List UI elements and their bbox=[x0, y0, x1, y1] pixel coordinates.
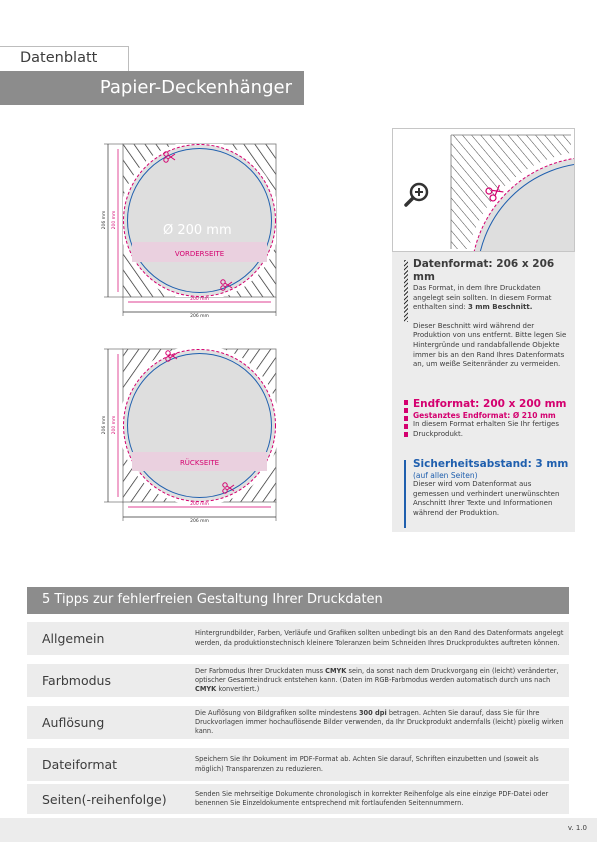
header-title-bar bbox=[0, 71, 304, 105]
page-title: Papier-Deckenhänger bbox=[99, 77, 292, 98]
tips-heading: 5 Tipps zur fehlerfreien Gestaltung Ihrer Druckdaten bbox=[42, 592, 383, 607]
endformat-title: Endformat: 200 x 200 mm bbox=[413, 398, 567, 410]
tip-text: Die Auflösung von Bildgrafiken sollte mindestens 300 dpi betragen. Achten Sie darauf, dass Sie für Ihre Druckvorlagen immer hochauflösende Bilder verwenden, da Ihr Druckprodukt andernfalls (leicht) pixelig wirken kann. bbox=[195, 708, 564, 736]
version-label: v. 1.0 bbox=[567, 824, 587, 832]
tip-text: Der Farbmodus Ihrer Druckdaten muss CMYK sein, da sonst nach dem Druckvorgang ein (leicht) veränderter, optischer Gesamteindruck entstehen kann. (Daten im RGB-Farbmodus werden automatisch durch uns nach CMYK konvertiert.) bbox=[195, 666, 559, 694]
sicherheit-body: Dieser wird vom Datenformat aus gemessen und verhindert unerwünschten Anschnitt Ihrer Texte und Informationen während der Produktion. bbox=[413, 480, 560, 517]
svg-text:206 mm: 206 mm bbox=[102, 415, 107, 435]
tip-label: Allgemein bbox=[42, 631, 105, 646]
endformat-body: In diesem Format erhalten Sie Ihr fertiges Druckprodukt. bbox=[413, 420, 560, 438]
svg-text:206 mm: 206 mm bbox=[102, 210, 107, 230]
dimension-vertical-inner bbox=[111, 149, 118, 292]
tip-row bbox=[27, 706, 569, 739]
datenformat-title: Datenformat: 206 x 206 mm bbox=[413, 258, 555, 283]
cut-marker bbox=[404, 400, 408, 440]
dimension-vertical-inner bbox=[111, 354, 118, 497]
magnifier-plus-icon bbox=[406, 184, 427, 205]
diagram-back bbox=[92, 337, 292, 527]
footer-bar bbox=[0, 818, 597, 842]
header-tab bbox=[0, 46, 129, 71]
tip-label: Seiten(-reihenfolge) bbox=[42, 791, 167, 807]
svg-text:200 mm: 200 mm bbox=[112, 415, 117, 435]
section-endformat bbox=[404, 398, 569, 439]
tips-heading-bar bbox=[27, 587, 569, 614]
tip-text: Hintergrundbilder, Farben, Verläufe und Grafiken sollten unbedingt bis an den Rand des Datenformats angelegt werden, da produktionstechnisch kleinere Toleranzen beim Schneiden Ihres Druckproduktes auftreten können. bbox=[195, 629, 564, 647]
svg-text:206 mm: 206 mm bbox=[190, 519, 209, 524]
diameter-label: Ø 200 mm bbox=[163, 223, 232, 238]
endformat-subtitle: Gestanztes Endformat: Ø 210 mm bbox=[413, 411, 556, 420]
tip-row bbox=[27, 748, 569, 781]
safety-marker bbox=[404, 460, 406, 528]
tip-label: Farbmodus bbox=[42, 673, 111, 688]
datenformat-body-1: Das Format, in dem Ihre Druckdaten angelegt sein sollten. In diesem Format enthalten sind: 3 mm Beschnitt. bbox=[413, 284, 552, 312]
tip-label: Auflösung bbox=[42, 715, 105, 730]
diagram-front bbox=[92, 132, 292, 322]
svg-text:206 mm: 206 mm bbox=[190, 314, 209, 319]
tip-row bbox=[27, 664, 569, 697]
sicherheit-title: Sicherheitsabstand: 3 mm bbox=[413, 458, 569, 470]
header-tab-label: Datenblatt bbox=[20, 50, 98, 66]
safety-line bbox=[128, 149, 272, 293]
tip-row bbox=[27, 622, 569, 655]
hatch-marker bbox=[404, 260, 408, 322]
zoom-detail bbox=[392, 128, 575, 252]
svg-text:200 mm: 200 mm bbox=[190, 297, 209, 302]
datenformat-body-2: Dieser Beschnitt wird während der Produktion von uns entfernt. Bitte legen Sie Hintergründe und randabfallende Objekte immer bis an den Rand Ihres Datenformats an, um weiße Seitenränder zu vermeiden. bbox=[413, 321, 567, 369]
tip-label: Dateiformat bbox=[42, 757, 118, 772]
svg-text:200 mm: 200 mm bbox=[112, 210, 117, 230]
section-sicherheitsabstand bbox=[404, 458, 569, 518]
tip-text: Speichern Sie Ihr Dokument im PDF-Format ab. Achten Sie darauf, Schriften einzubetten und (soweit als möglich) Transparenzen zu reduzieren. bbox=[195, 755, 539, 773]
side-label: VORDERSEITE bbox=[174, 250, 225, 258]
tip-text: Senden Sie mehrseitige Dokumente chronologisch in korrekter Reihenfolge als eine einzige PDF-Datei oder benennen Sie Einzeldokumente entsprechend mit fortlaufenden Seitennummern. bbox=[195, 789, 549, 807]
sicherheit-subtitle: (auf allen Seiten) bbox=[413, 471, 478, 480]
svg-text:200 mm: 200 mm bbox=[190, 502, 209, 507]
section-datenformat bbox=[404, 258, 569, 370]
tip-row bbox=[27, 784, 569, 814]
safety-line bbox=[128, 354, 272, 498]
side-label: RÜCKSEITE bbox=[179, 459, 220, 467]
